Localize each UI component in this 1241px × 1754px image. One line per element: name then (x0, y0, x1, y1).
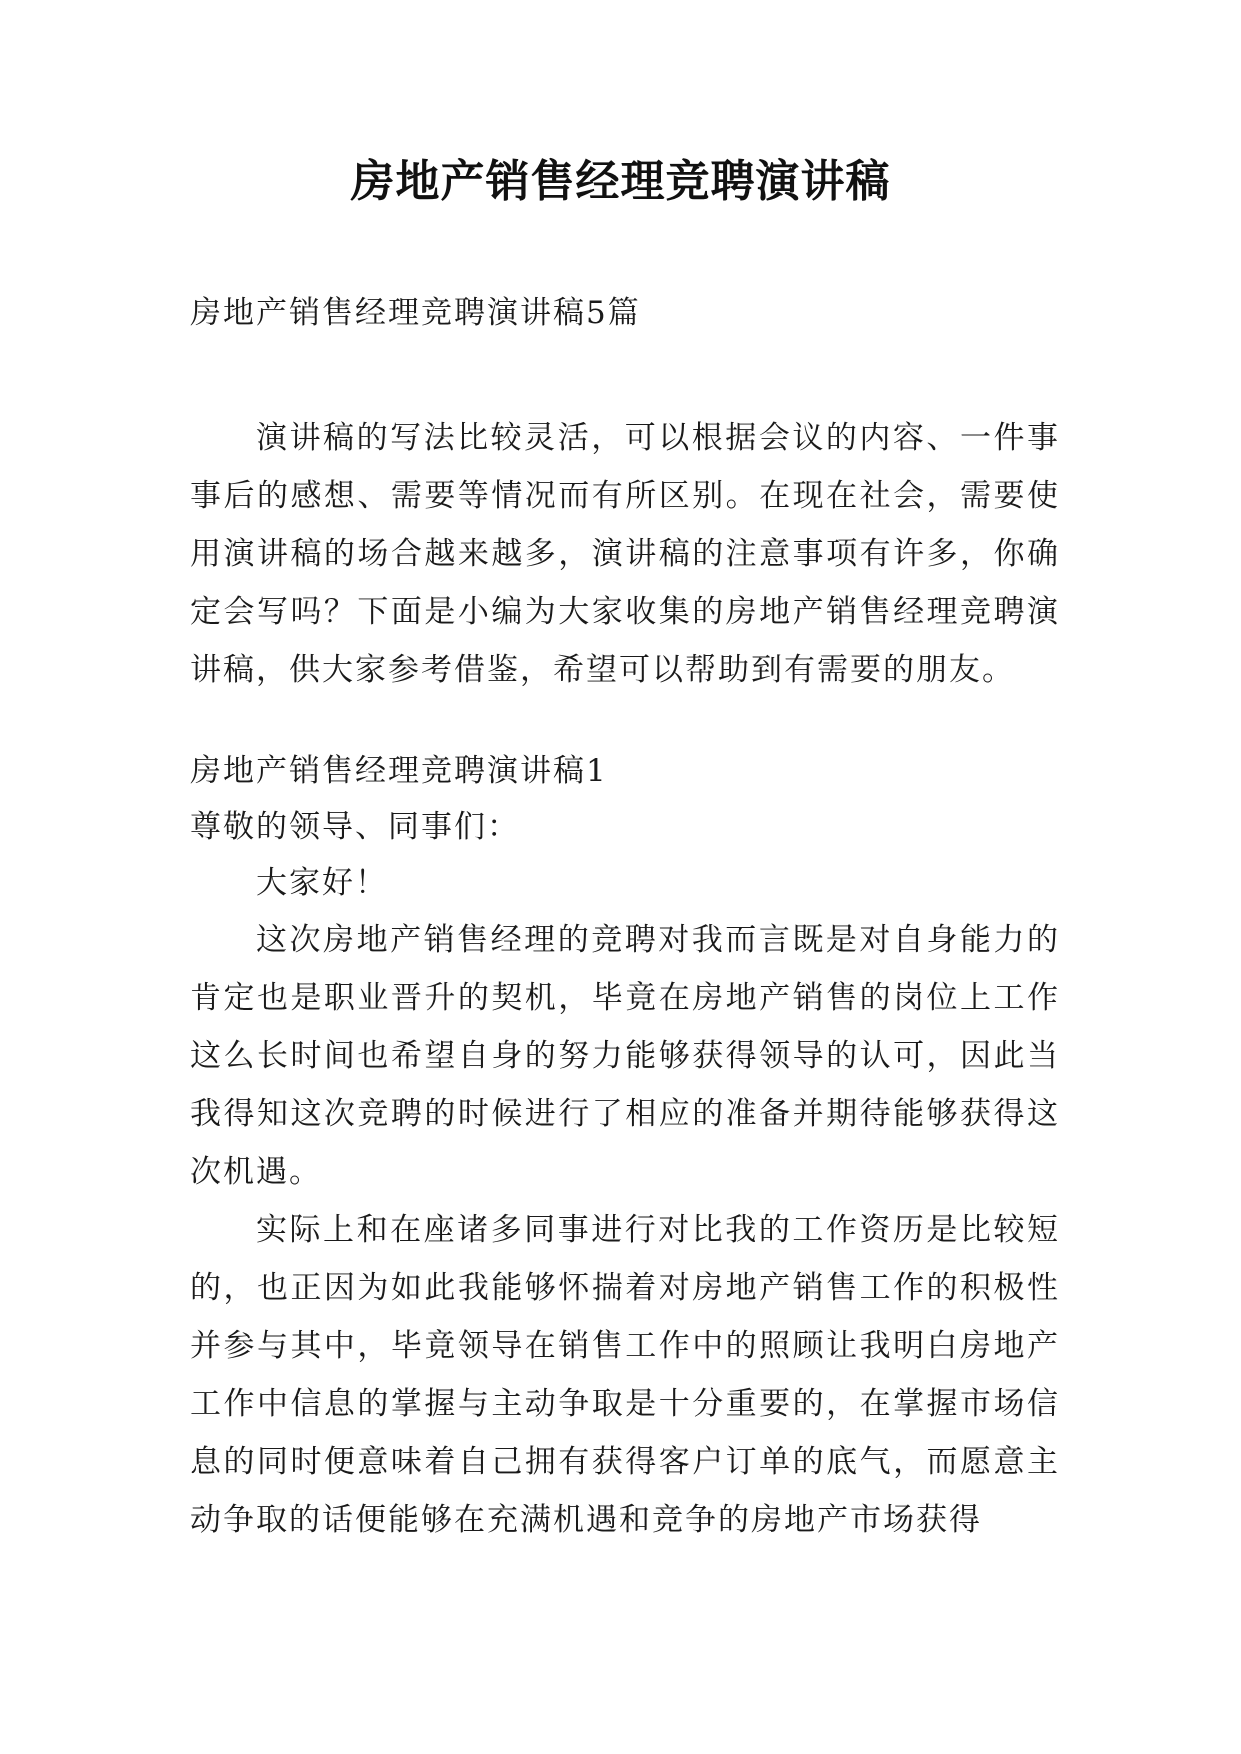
document-subtitle: 房地产销售经理竞聘演讲稿5篇 (190, 295, 641, 331)
greeting: 大家好！ (256, 865, 388, 901)
section-heading: 房地产销售经理竞聘演讲稿1 (190, 753, 608, 789)
intro-paragraph: 演讲稿的写法比较灵活，可以根据会议的内容、一件事事后的感想、需要等情况而有所区别。在现在社会，需要使用演讲稿的场合越来越多，演讲稿的注意事项有许多，你确定会写吗？下面是小编为大家收集的房地产销售经理竞聘演讲稿，供大家参考借鉴，希望可以帮助到有需要的朋友。 (190, 420, 1060, 688)
body-paragraph-2: 实际上和在座诸多同事进行对比我的工作资历是比较短的，也正因为如此我能够怀揣着对房地产销售工作的积极性并参与其中，毕竟领导在销售工作中的照顾让我明白房地产工作中信息的掌握与主动争取是十分重要的，在掌握市场信息的同时便意味着自己拥有获得客户订单的底气，而愿意主动争取的话便能够在充满机遇和竞争的房地产市场获得 (190, 1212, 1060, 1538)
document-title: 房地产销售经理竞聘演讲稿 (350, 156, 891, 207)
salutation: 尊敬的领导、同事们： (190, 809, 520, 845)
document-body (190, 285, 1060, 1549)
body-paragraph-1: 这次房地产销售经理的竞聘对我而言既是对自身能力的肯定也是职业晋升的契机，毕竟在房地产销售的岗位上工作这么长时间也希望自身的努力能够获得领导的认可，因此当我得知这次竞聘的时候进行了相应的准备并期待能够获得这次机遇。 (190, 922, 1060, 1190)
